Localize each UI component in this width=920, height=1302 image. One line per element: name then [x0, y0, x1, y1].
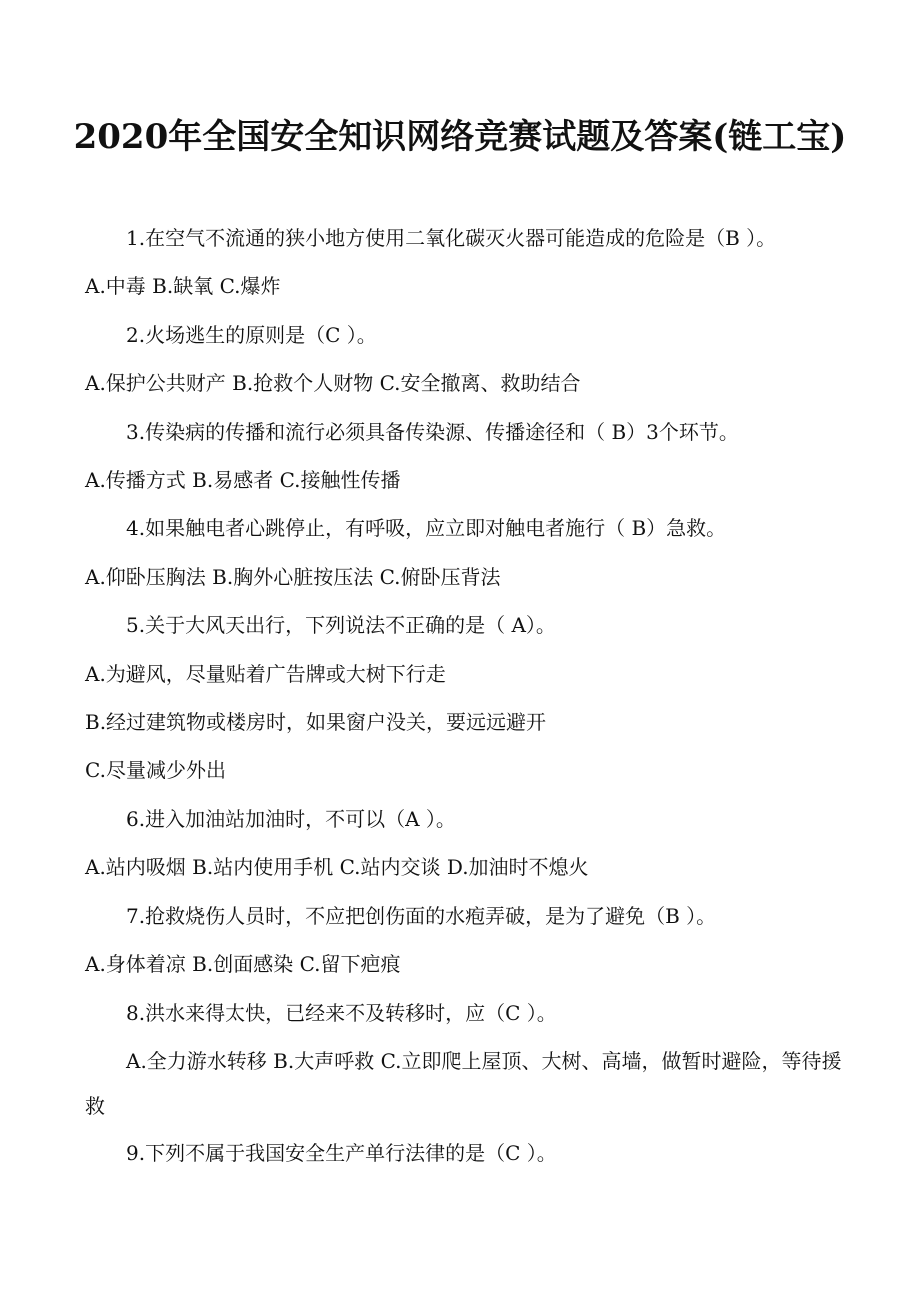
question-1-options: A.中毒 B.缺氧 C.爆炸: [85, 274, 281, 299]
question-5-option-c: C.尽量减少外出: [85, 758, 226, 783]
question-5-text: 5.关于大风天出行，下列说法不正确的是（ A）。: [126, 613, 556, 638]
question-2-text: 2.火场逃生的原则是（C ）。: [126, 322, 377, 347]
question-8-options: A.全力游水转移 B.大声呼救 C.立即爬上屋顶、大树、高墙，做暂时避险，等待援救: [85, 1048, 842, 1118]
question-1-text: 1.在空气不流通的狭小地方使用二氧化碳灭火器可能造成的危险是（B ）。: [126, 226, 777, 250]
question-3-options: A.传播方式 B.易感者 C.接触性传播: [85, 468, 401, 493]
question-6-text: 6.进入加油站加油时，不可以（A ）。: [126, 806, 456, 831]
question-7-text: 7.抢救烧伤人员时，不应把创伤面的水疱弄破，是为了避免（B ）。: [126, 903, 717, 928]
question-3-text: 3.传染病的传播和流行必须具备传染源、传播途径和（ B）3个环节。: [126, 419, 739, 444]
question-5-option-a: A.为避风，尽量贴着广告牌或大树下行走: [85, 661, 446, 686]
question-8-text: 8.洪水来得太快，已经来不及转移时，应（C ）。: [126, 1000, 557, 1025]
question-6-options: A.站内吸烟 B.站内使用手机 C.站内交谈 D.加油时不熄火: [85, 855, 589, 880]
question-4-text: 4.如果触电者心跳停止，有呼吸，应立即对触电者施行（ B）急救。: [126, 516, 727, 541]
document-title: 2020年全国安全知识网络竞赛试题及答案(链工宝): [73, 117, 847, 157]
question-9-text: 9.下列不属于我国安全生产单行法律的是（C ）。: [126, 1140, 557, 1165]
question-5-option-b: B.经过建筑物或楼房时，如果窗户没关，要远远避开: [85, 710, 547, 735]
question-4-options: A.仰卧压胸法 B.胸外心脏按压法 C.俯卧压背法: [85, 564, 501, 589]
question-2-options: A.保护公共财产 B.抢救个人财物 C.安全撤离、救助结合: [85, 371, 581, 396]
question-7-options: A.身体着凉 B.创面感染 C.留下疤痕: [85, 952, 401, 977]
document-body: [85, 214, 845, 1177]
